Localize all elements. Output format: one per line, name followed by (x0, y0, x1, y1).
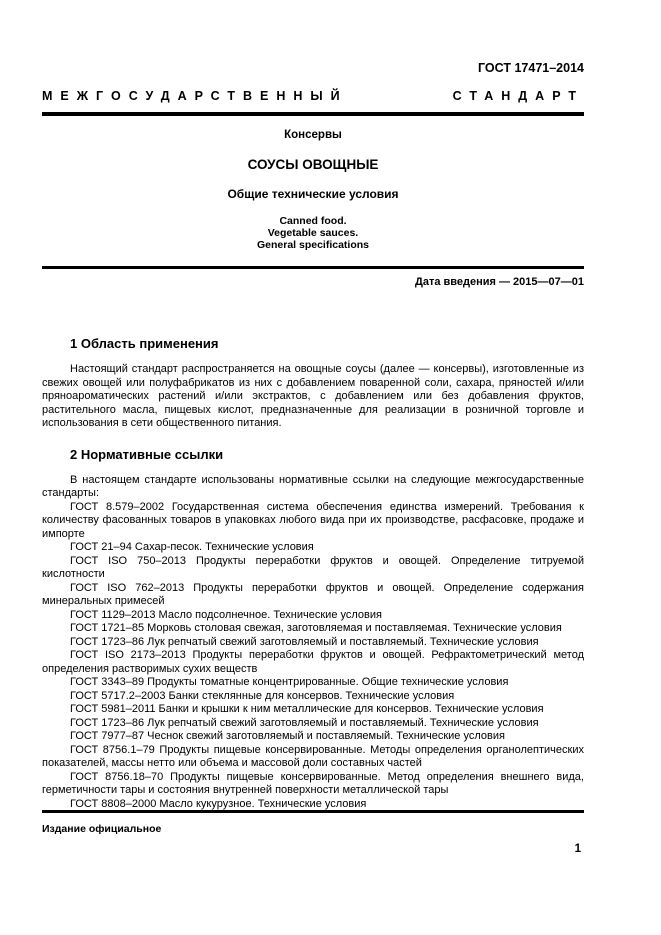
reference-item: ГОСТ 7977–87 Чеснок свежий заготовляемый и поставляемый. Технические условия (70, 730, 505, 742)
title-main: СОУСЫ ОВОЩНЫЕ (247, 157, 379, 172)
standard-type-line (42, 89, 584, 103)
title-subtitle: Общие технические условия (227, 187, 399, 201)
document-code: ГОСТ 17471–2014 (478, 61, 584, 75)
section-1-paragraph: Настоящий стандарт распространяется на овощные соусы (далее — консервы), изготовленные из свежих овощей или полуфабрикатов из них с добавлением поваренной соли, сахара, пряностей и/или пряноароматических растений и/или экстрактов, с добавлением или без добавления фруктов, растительного масла, пищевых кислот, предназначенные для реализации в розничной торговле и использования в сети общественного питания. (42, 363, 584, 429)
reference-item: ГОСТ 1721–85 Морковь столовая свежая, заготовляемая и поставляемая. Технические условия (70, 622, 562, 634)
section-2-intro-paragraph: В настоящем стандарте использованы нормативные ссылки на следующие межгосударственные стандарты: (42, 473, 584, 499)
reference-item: ГОСТ ISO 2173–2013 Продукты переработки фруктов и овощей. Рефрактометрический метод определения растворимых сухих веществ (42, 649, 584, 675)
reference-item: ГОСТ 8.579–2002 Государственная система обеспечения единства измерений. Требования к количеству фасованных товаров в упаковках любого вида при их производстве, расфасовке, продаже и импорте (42, 500, 584, 540)
reference-item: ГОСТ 1723–86 Лук репчатый свежий заготовляемый и поставляемый. Технические условия (70, 716, 539, 729)
title-english-line-3: General specifications (256, 239, 370, 251)
title-english-line-1: Canned food. (279, 215, 347, 227)
title-group: Консервы (284, 129, 342, 141)
reference-item: ГОСТ 8808–2000 Масло кукурузное. Технические условия (70, 797, 367, 810)
reference-item: ГОСТ 8756.18–70 Продукты пищевые консервированные. Метод определения внешнего вида, герметичности тары и состояния внутренней поверхности металлической тары (42, 770, 584, 796)
title-english (42, 215, 584, 251)
page-content (42, 0, 584, 811)
section-2-heading: 2 Нормативные ссылки (70, 446, 224, 462)
section-2-body (42, 474, 584, 812)
reference-item: ГОСТ 8756.1–79 Продукты пищевые консервированные. Методы определения органолептических показателей, массы нетто или объема и массовой доли составных частей (42, 743, 584, 769)
reference-item: ГОСТ ISO 750–2013 Продукты переработки фруктов и овощей. Определение титруемой кислотности (42, 554, 584, 580)
footer-rule (42, 810, 584, 813)
introduction-date: Дата введения — 2015—07—01 (415, 276, 584, 288)
header-rule (42, 112, 584, 116)
reference-item: ГОСТ 21–94 Сахар-песок. Технические условия (70, 541, 314, 553)
title-rule (42, 266, 584, 269)
section-1-heading: 1 Область применения (70, 336, 219, 351)
reference-item: ГОСТ 5981–2011 Банки и крышки к ним металлические для консервов. Технические условия (70, 703, 544, 715)
edition-note: Издание официальное (42, 823, 162, 835)
standard-type-word-2: СТАНДАРТ (452, 89, 584, 103)
reference-item: ГОСТ 1129–2013 Масло подсолнечное. Технические условия (70, 608, 382, 621)
reference-item: ГОСТ ISO 762–2013 Продукты переработки фруктов и овощей. Определение содержания минеральных примесей (42, 581, 584, 607)
reference-item: ГОСТ 1723–86 Лук репчатый свежий заготовляемый и поставляемый. Технические условия (70, 635, 539, 648)
title-english-line-2: Vegetable sauces. (267, 227, 359, 239)
reference-item: ГОСТ 3343–89 Продукты томатные концентрированные. Общие технические условия (70, 676, 509, 688)
title-block (42, 129, 584, 251)
reference-item: ГОСТ 5717.2–2003 Банки стеклянные для консервов. Технические условия (70, 689, 455, 702)
standard-type-word-1: МЕЖГОСУДАРСТВЕННЫЙ (42, 89, 348, 103)
section-1-body (42, 363, 584, 431)
page-number: 1 (574, 843, 581, 855)
